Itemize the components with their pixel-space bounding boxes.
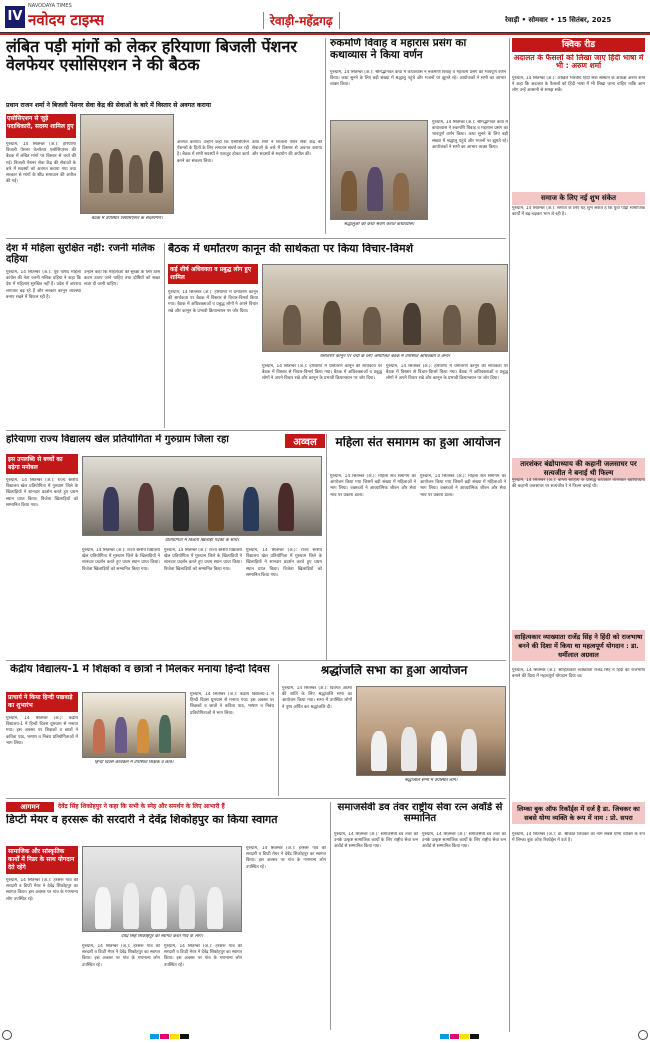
s5-tag: अव्वल bbox=[285, 434, 325, 448]
s4-photo bbox=[262, 264, 508, 352]
right-b1: गुरुग्राम, 14 सितम्बर (अ.): अखिल भारतीय हिंदी सेवा संस्थान के अध्यक्ष अरुण शर्मा ने कहा कि अदालत के फैसलों को हिंदी भाषा में भी लिखा जाना चाहिए ताकि आम लोग उन्हें आसानी से समझ सकें। bbox=[512, 76, 645, 94]
s2-caption: श्रद्धालुओं को कथा श्रवण कराते कथाव्यास। bbox=[343, 222, 415, 227]
s2-col2: गुरुग्राम, 14 सितम्बर (अ.): श्रीमद्भागवत कथा में कथाव्यास ने रुकमणि विवाह व महारास प्रसंग का भावपूर्ण वर्णन किया। कथा सुनने के लिए बड़ी संख्या में श्रद्धालु पहुंचे और भजनों पर झूमते रहे। आयोजकों ने सभी का आभार व्यक्त किया। bbox=[432, 120, 508, 150]
s4-headline: बैठक में धर्मांतरण कानून की सार्थकता पर किया विचार-विमर्श bbox=[168, 243, 414, 255]
right-h1: अदालत के फैसलों को लिखा जाए हिंदी भाषा में भी : अरुण शर्मा bbox=[513, 54, 644, 71]
s8-caption: श्रद्धांजलि सभा में उपस्थित लोग। bbox=[404, 778, 458, 783]
s7-caption: हिन्दी दिवस कार्यक्रम में उपस्थित शिक्षक व छात्र। bbox=[94, 760, 174, 765]
s7-col2: गुरुग्राम, 14 सितम्बर (अ.): केंद्रीय विद्यालय-1 में हिन्दी दिवस धूमधाम से मनाया गया। इस अवसर पर शिक्षकों व छात्रों ने कविता पाठ, भाषण व निबंध प्रतियोगिताओं में भाग लिया। bbox=[190, 692, 274, 716]
s4-subhead: कई शीर्ष अधिवक्ता व प्रबुद्ध लोग हुए शामिल bbox=[168, 264, 258, 284]
masthead bbox=[0, 0, 650, 34]
right-h4: साहित्यकार व्याख्याता राजेंद्र सिंह ने हिंदी को राजभाषा बनने की दिशा में किया था महत्वपूर्ण योगदान : डा. धर्मीलाल अग्रवाल bbox=[512, 630, 645, 661]
s9-body: गुरुग्राम, 14 सितम्बर (अ.): हरसरू गांव की सरदारी व डिप्टी मेयर ने देवेंद्र शिकोहपुर का स्वागत किया। इस अवसर पर गांव के गणमान्य लोग उपस्थित रहे। bbox=[6, 878, 78, 902]
s2-headline: रुकमणि विवाह व महारास प्रसंग का कथाव्यास ने किया वर्णन bbox=[330, 38, 467, 61]
s4-col2: गुरुग्राम, 14 सितम्बर (अ.): हरियाणा में धर्मांतरण कानून की सार्थकता पर बैठक में विस्तार से विचार-विमर्श किया गया। बैठक में अधिवक्ताओं व प्रबुद्ध लोगों ने अपने विचार रखे और कानून के प्रभावी क्रियान्वयन पर जोर दिया। bbox=[262, 364, 382, 382]
right-h2: समाज के लिए नई शुभ संकेत bbox=[512, 192, 645, 205]
s4-body: गुरुग्राम, 14 सितम्बर (अ.): हरियाणा में धर्मांतरण कानून की सार्थकता पर बैठक में विस्तार से विचार-विमर्श किया गया। बैठक में अधिवक्ताओं व प्रबुद्ध लोगों ने अपने विचार रखे और कानून के प्रभावी क्रियान्वयन पर जोर दिया। bbox=[168, 290, 258, 314]
s5-body: गुरुग्राम, 14 सितम्बर (अ.): राज्य स्तरीय विद्यालय खेल प्रतियोगिता में गुरुग्राम जिले के खिलाड़ियों ने शानदार प्रदर्शन करते हुए प्रथम स्थान प्राप्त किया। विजेता खिलाड़ियों को सम्मानित किया गया। bbox=[6, 478, 78, 508]
edition-name: रेवाड़ी-महेंद्रगढ़ bbox=[263, 12, 340, 29]
brand-name: नवोदय टाइम्स bbox=[28, 11, 105, 29]
brand-latin: NAVODAYA TIMES bbox=[28, 3, 72, 9]
s3-headline: देश में महिला सुरक्षित नहीं: रजनी मलिक दहिया bbox=[6, 243, 155, 265]
s5-col3: गुरुग्राम, 14 सितम्बर (अ.): राज्य स्तरीय विद्यालय खेल प्रतियोगिता में गुरुग्राम जिले के खिलाड़ियों ने शानदार प्रदर्शन करते हुए प्रथम स्थान प्राप्त किया। विजेता खिलाड़ियों को सम्मानित किया गया। bbox=[164, 548, 242, 572]
s2-body: गुरुग्राम, 14 सितम्बर (अ.): श्रीमद्भागवत कथा में कथाव्यास ने रुकमणि विवाह व महारास प्रसंग का भावपूर्ण वर्णन किया। कथा सुनने के लिए बड़ी संख्या में श्रद्धालु पहुंचे और भजनों पर झूमते रहे। आयोजकों ने सभी का आभार व्यक्त किया। bbox=[330, 70, 506, 88]
s9-col2: गुरुग्राम, 14 सितम्बर (अ.): हरसरू गांव की सरदारी व डिप्टी मेयर ने देवेंद्र शिकोहपुर का स्वागत किया। इस अवसर पर गांव के गणमान्य लोग उपस्थित रहे। bbox=[82, 944, 160, 968]
s7-subhead: प्राचार्य ने किया हिन्दी पखवाड़े का शुभारंभ bbox=[6, 692, 78, 712]
s1-deck: प्रधान राजन शर्मा ने बिजली पेंशनर सेवा केंद्र की सेवाओं के बारे में विस्तार से अवगत कराया bbox=[6, 102, 211, 109]
s9-col4: गुरुग्राम, 14 सितम्बर (अ.): हरसरू गांव की सरदारी व डिप्टी मेयर ने देवेंद्र शिकोहपुर का स्वागत किया। इस अवसर पर गांव के गणमान्य लोग उपस्थित रहे। bbox=[246, 846, 326, 870]
s9-headline: डिप्टी मेयर व हरसरू की सरदारी ने देवेंद्र शिकोहपुर का किया स्वागत bbox=[6, 814, 278, 826]
right-h5: लिम्का बुक ऑफ रिकॉर्ड्स में दर्ज है डा. जिचकर का सबसे योग्य व्यक्ति के रूप में नाम : प्रो. सपरा bbox=[512, 802, 645, 824]
s7-photo bbox=[82, 692, 186, 758]
issue-date: रेवाड़ी • सोमवार • 15 सितंबर, 2025 bbox=[505, 16, 612, 24]
right-b4: गुरुग्राम, 14 सितम्बर (अ.): साहित्यकार व्याख्याता राजेंद्र सिंह ने हिंदी को राजभाषा बनाने की दिशा में महत्वपूर्ण योगदान दिया था। bbox=[512, 668, 645, 680]
s4-col3: गुरुग्राम, 14 सितम्बर (अ.): हरियाणा में धर्मांतरण कानून की सार्थकता पर बैठक में विस्तार से विचार-विमर्श किया गया। बैठक में अधिवक्ताओं व प्रबुद्ध लोगों ने अपने विचार रखे और कानून के प्रभावी क्रियान्वयन पर जोर दिया। bbox=[386, 364, 508, 382]
s9-kicker: देवेंद्र सिंह शिकोहपुर ने कहा कि सभी के स्नेह और समर्थन के लिए आभारी हैं bbox=[58, 803, 225, 810]
registration-mark bbox=[2, 1030, 12, 1040]
s9-photo bbox=[82, 846, 242, 932]
s6-body: गुरुग्राम, 14 सितम्बर (अ.): महिला संत समागम का आयोजन किया गया जिसमें बड़ी संख्या में महिलाओं ने भाग लिया। वक्ताओं ने आध्यात्मिक जीवन और सेवा भाव पर प्रकाश डाला। bbox=[330, 474, 416, 498]
s9-label: आगमन bbox=[6, 802, 54, 812]
masthead-rule bbox=[0, 33, 650, 35]
page-number: IV bbox=[5, 6, 25, 28]
registration-mark bbox=[638, 1030, 648, 1040]
s8-headline: श्रद्धांजलि सभा का हुआ आयोजन bbox=[320, 664, 468, 677]
s9-col3: गुरुग्राम, 14 सितम्बर (अ.): हरसरू गांव की सरदारी व डिप्टी मेयर ने देवेंद्र शिकोहपुर का स्वागत किया। इस अवसर पर गांव के गणमान्य लोग उपस्थित रहे। bbox=[164, 944, 242, 968]
s1-headline: लंबित पड़ी मांगों को लेकर हरियाणा बिजली पेंशनर वेलफेयर एसोसिएशन ने की बैठक bbox=[6, 38, 297, 74]
s1-col3: ऊषा शर्मा ने बिजली पेंशन सेवा केंद्र की सेवाओं के बारे में विस्तार से अवगत कराया और सदस्यों से सहयोग की अपील की। bbox=[252, 140, 322, 158]
s5-photo bbox=[82, 456, 322, 536]
right-b2: गुरुग्राम, 14 सितम्बर (अ.): समाज के लिए यह शुभ संकेत है कि युवा पीढ़ी सामाजिक कार्यों में बढ़-चढ़कर भाग ले रही है। bbox=[512, 206, 645, 218]
s5-caption: प्रतियोगिता में विजेता खिलाड़ी पदकों के साथ। bbox=[165, 538, 239, 543]
s6-col2: गुरुग्राम, 14 सितम्बर (अ.): महिला संत समागम का आयोजन किया गया जिसमें बड़ी संख्या में महिलाओं ने भाग लिया। वक्ताओं ने आध्यात्मिक जीवन और सेवा भाव पर प्रकाश डाला। bbox=[420, 474, 506, 498]
color-bar bbox=[440, 1034, 479, 1039]
s4-caption: धर्मांतरण कानून पर चर्चा के लिए आयोजित बैठक में उपस्थित अधिवक्ता व अन्य। bbox=[319, 354, 451, 359]
s1-subhead: एसोसिएशन से जुड़े पदाधिकारी, सदस्य शामिल हुए bbox=[6, 114, 76, 138]
s9-subhead: सामाजिक और सांस्कृतिक कार्यों में निडर के साथ योगदान देते रहेंगे bbox=[6, 846, 78, 874]
color-bar bbox=[150, 1034, 189, 1039]
s1-photo bbox=[80, 114, 174, 214]
s7-body: गुरुग्राम, 14 सितम्बर (अ.): केंद्रीय विद्यालय-1 में हिन्दी दिवस धूमधाम से मनाया गया। इस अवसर पर शिक्षकों व छात्रों ने कविता पाठ, भाषण व निबंध प्रतियोगिताओं में भाग लिया। bbox=[6, 716, 78, 746]
s8-body: गुरुग्राम, 14 सितम्बर (अ.): दिवंगत आत्मा की शांति के लिए श्रद्धांजलि सभा का आयोजन किया गया। सभा में उपस्थित लोगों ने पुष्प अर्पित कर श्रद्धांजलि दी। bbox=[282, 686, 352, 710]
s1-col2: अवगत कराया। उन्होंने कहा कि एसोसिएशन पेंशनरों के हितों के लिए लगातार संघर्ष कर रही है। बैठक में सभी सदस्यों ने एकजुट होकर कार्य करने का संकल्प लिया। bbox=[177, 140, 249, 164]
s10-headline: समाजसेवी डव तंवर राष्ट्रीय सेवा रत्न अवॉर्ड से सम्मानित bbox=[337, 802, 503, 824]
s5-col4: गुरुग्राम, 14 सितम्बर (अ.): राज्य स्तरीय विद्यालय खेल प्रतियोगिता में गुरुग्राम जिले के खिलाड़ियों ने शानदार प्रदर्शन करते हुए प्रथम स्थान प्राप्त किया। विजेता खिलाड़ियों को सम्मानित किया गया। bbox=[246, 548, 322, 578]
s3-body: गुरुग्राम, 14 सितम्बर (अ.): पूर्व पार्षद महिला कांग्रेस की नेता रजनी मलिक दहिया ने कहा कि देश में महिलाएं सुरक्षित नहीं हैं। प्रदेश में अपराध लगातार बढ़ रहे हैं और सरकार कानून व्यवस्था बनाए रखने में विफल रही है। bbox=[6, 270, 81, 300]
s8-photo bbox=[356, 686, 506, 776]
s7-headline: केंद्रीय विद्यालय-1 में शिक्षकों व छात्रों ने मिलकर मनाया हिन्दी दिवस bbox=[10, 664, 270, 675]
right-h3: तारशंकर बंद्योपाध्याय की कहानी जलसाघर पर सत्यजीत ने बनाई थी फिल्म bbox=[512, 458, 645, 480]
s3-col2: उन्होंने कहा कि महिलाओं की सुरक्षा के लिए ठोस कदम उठाए जाने चाहिए तथा दोषियों को सख्त सजा दी जानी चाहिए। bbox=[84, 270, 160, 288]
s10-col2: गुरुग्राम, 14 सितम्बर (अ.): समाजसेवी डव तंवर को उनके उत्कृष्ट सामाजिक कार्यों के लिए राष्ट्रीय सेवा रत्न अवॉर्ड से सम्मानित किया गया। bbox=[422, 832, 506, 850]
s6-headline: महिला संत समागम का हुआ आयोजन bbox=[335, 436, 501, 449]
s5-subhead: इस उपलब्धि से बच्चों का बढ़ेगा मनोबल bbox=[6, 454, 78, 474]
s2-photo bbox=[330, 120, 428, 220]
s1-caption: बैठक में उपस्थित एसोसिएशन के सदस्यगण। bbox=[91, 216, 163, 221]
right-b3: गुरुग्राम, 14 सितम्बर (अ.): बांग्ला साहित्य के प्रसिद्ध कथाकार तारशंकर बंद्योपाध्याय की कहानी जलसाघर पर सत्यजीत रे ने फिल्म बनाई थी। bbox=[512, 478, 645, 490]
s10-body: गुरुग्राम, 14 सितम्बर (अ.): समाजसेवी डव तंवर को उनके उत्कृष्ट सामाजिक कार्यों के लिए राष्ट्रीय सेवा रत्न अवॉर्ड से सम्मानित किया गया। bbox=[334, 832, 418, 850]
right-b5: गुरुग्राम, 14 सितम्बर (अ.): डा. श्रीकांत जिचकर का नाम सबसे योग्य व्यक्ति के रूप में लिम्का बुक ऑफ रिकॉर्ड्स में दर्ज है। bbox=[512, 832, 645, 844]
s5-headline: हरियाणा राज्य विद्यालय खेल प्रतियोगिता में गुरुग्राम जिला रहा bbox=[6, 434, 229, 445]
s5-col2: गुरुग्राम, 14 सितम्बर (अ.): राज्य स्तरीय विद्यालय खेल प्रतियोगिता में गुरुग्राम जिले के खिलाड़ियों ने शानदार प्रदर्शन करते हुए प्रथम स्थान प्राप्त किया। विजेता खिलाड़ियों को सम्मानित किया गया। bbox=[82, 548, 160, 572]
right-section-title: क्विक रीड bbox=[512, 38, 645, 52]
s1-body: गुरुग्राम, 14 सितम्बर (अ.): हरियाणा बिजली पेंशनर वेलफेयर एसोसिएशन की बैठक में लंबित मांगों पर विस्तार से चर्चा की गई। बिजली पेंशनर सेवा केंद्र की सेवाओं के बारे में सदस्यों को अवगत कराया गया तथा सरकार से मांगों के शीघ्र समाधान की अपील की गई। bbox=[6, 142, 76, 185]
s9-caption: देवेंद्र सिंह शिकोहपुर का स्वागत करते गांव के लोग। bbox=[120, 934, 204, 939]
